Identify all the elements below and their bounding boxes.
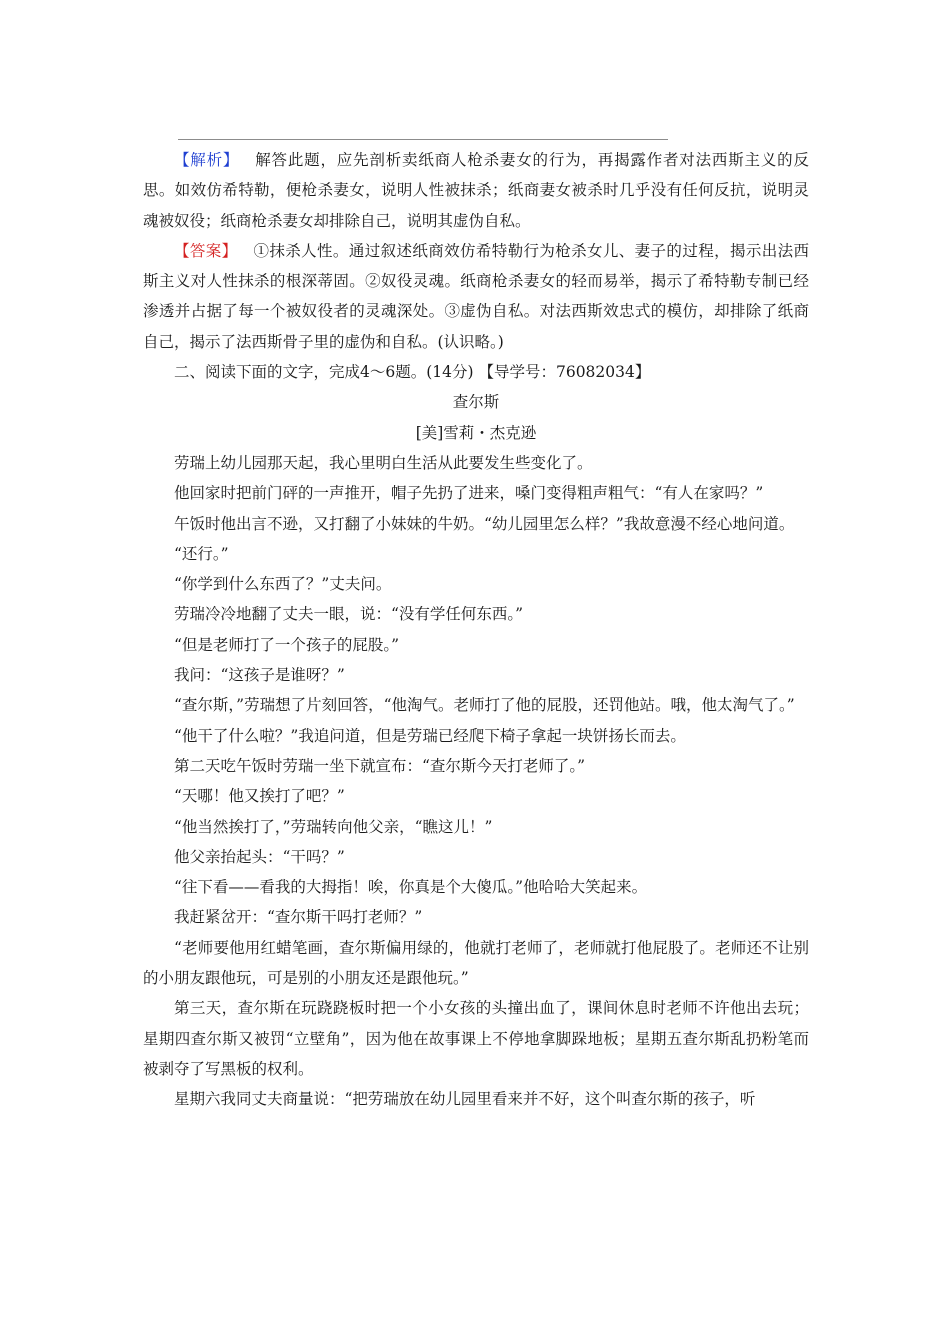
story-paragraph: 星期六我同丈夫商量说：“把劳瑞放在幼儿园里看来并不好，这个叫查尔斯的孩子，听 (174, 1090, 756, 1109)
story-paragraph: “还行。” (174, 544, 229, 563)
story-paragraph: 我赶紧岔开：“查尔斯干吗打老师？” (174, 908, 423, 927)
story-paragraph: 他父亲抬起头：“干吗？” (174, 847, 345, 866)
story-paragraph: “但是老师打了一个孩子的屁股。” (174, 635, 400, 654)
top-divider (178, 139, 668, 140)
story-paragraph: 劳瑞冷冷地翻了丈夫一眼，说：“没有学任何东西。” (174, 605, 524, 624)
story-paragraph: “你学到什么东西了？”丈夫问。 (174, 575, 392, 594)
story-paragraph: 第三天，查尔斯在玩跷跷板时把一个小女孩的头撞出血了，课间休息时老师不许他出去玩；星期四查尔斯又被罚“立壁角”，因为他在故事课上不停地拿脚跺地板；星期五查尔斯乱扔粉笔而被剥夺了写黑板的权利。 (143, 999, 809, 1078)
section-heading: 二、阅读下面的文字，完成4～6题。(14分) 【导学号：76082034】 (174, 363, 651, 382)
story-paragraph: “老师要他用红蜡笔画，查尔斯偏用绿的，他就打老师了，老师就打他屁股了。老师还不让别的小朋友跟他玩，可是别的小朋友还是跟他玩。” (143, 938, 809, 988)
analysis-text: 解答此题，应先剖析卖纸商人枪杀妻女的行为，再揭露作者对法西斯主义的反思。如效仿希特勒，便枪杀妻女，说明人性被抹杀；纸商妻女被杀时几乎没有任何反抗，说明灵魂被奴役；纸商枪杀妻女却排除自己，说明其虚伪自私。 (143, 151, 809, 230)
story-paragraph: “查尔斯，”劳瑞想了片刻回答，“他淘气。老师打了他的屁股，还罚他站。哦，他太淘气了。” (174, 696, 795, 715)
story-paragraph: “他干了什么啦？”我追问道，但是劳瑞已经爬下椅子拿起一块饼扬长而去。 (174, 726, 686, 745)
story-paragraph: 他回家时把前门砰的一声推开，帽子先扔了进来，嗓门变得粗声粗气：“有人在家吗？” (174, 484, 764, 503)
story-paragraph: “天哪！他又挨打了吧？” (174, 787, 345, 806)
story-paragraph: 第二天吃午饭时劳瑞一坐下就宣布：“查尔斯今天打老师了。” (174, 756, 586, 775)
story-paragraph: 我问：“这孩子是谁呀？” (174, 666, 345, 685)
story-author: [美]雪莉・杰克逊 (415, 423, 537, 442)
answer-paragraph (143, 236, 809, 357)
document-body (143, 145, 809, 1115)
analysis-label: 【解析】 (174, 151, 240, 169)
story-paragraph: “往下看——看我的大拇指！唉，你真是个大傻瓜。”他哈哈大笑起来。 (174, 878, 648, 897)
analysis-paragraph (143, 145, 809, 236)
answer-text: ①抹杀人性。通过叙述纸商效仿希特勒行为枪杀女儿、妻子的过程，揭示出法西斯主义对人性抹杀的根深蒂固。②奴役灵魂。纸商枪杀妻女的轻而易举，揭示了希特勒专制已经渗透并占据了每一个被奴役者的灵魂深处。③虚伪自私。对法西斯效忠式的模仿，却排除了纸商自己，揭示了法西斯骨子里的虚伪和自私。(认识略。) (143, 241, 809, 351)
story-paragraph: “他当然挨打了，”劳瑞转向他父亲，“瞧这儿！” (174, 817, 493, 836)
answer-label: 【答案】 (174, 241, 238, 260)
story-paragraph: 劳瑞上幼儿园那天起，我心里明白生活从此要发生些变化了。 (174, 453, 593, 472)
story-paragraph: 午饭时他出言不逊，又打翻了小妹妹的牛奶。“幼儿园里怎么样？”我故意漫不经心地问道。 (174, 514, 795, 533)
story-title: 查尔斯 (452, 393, 500, 412)
